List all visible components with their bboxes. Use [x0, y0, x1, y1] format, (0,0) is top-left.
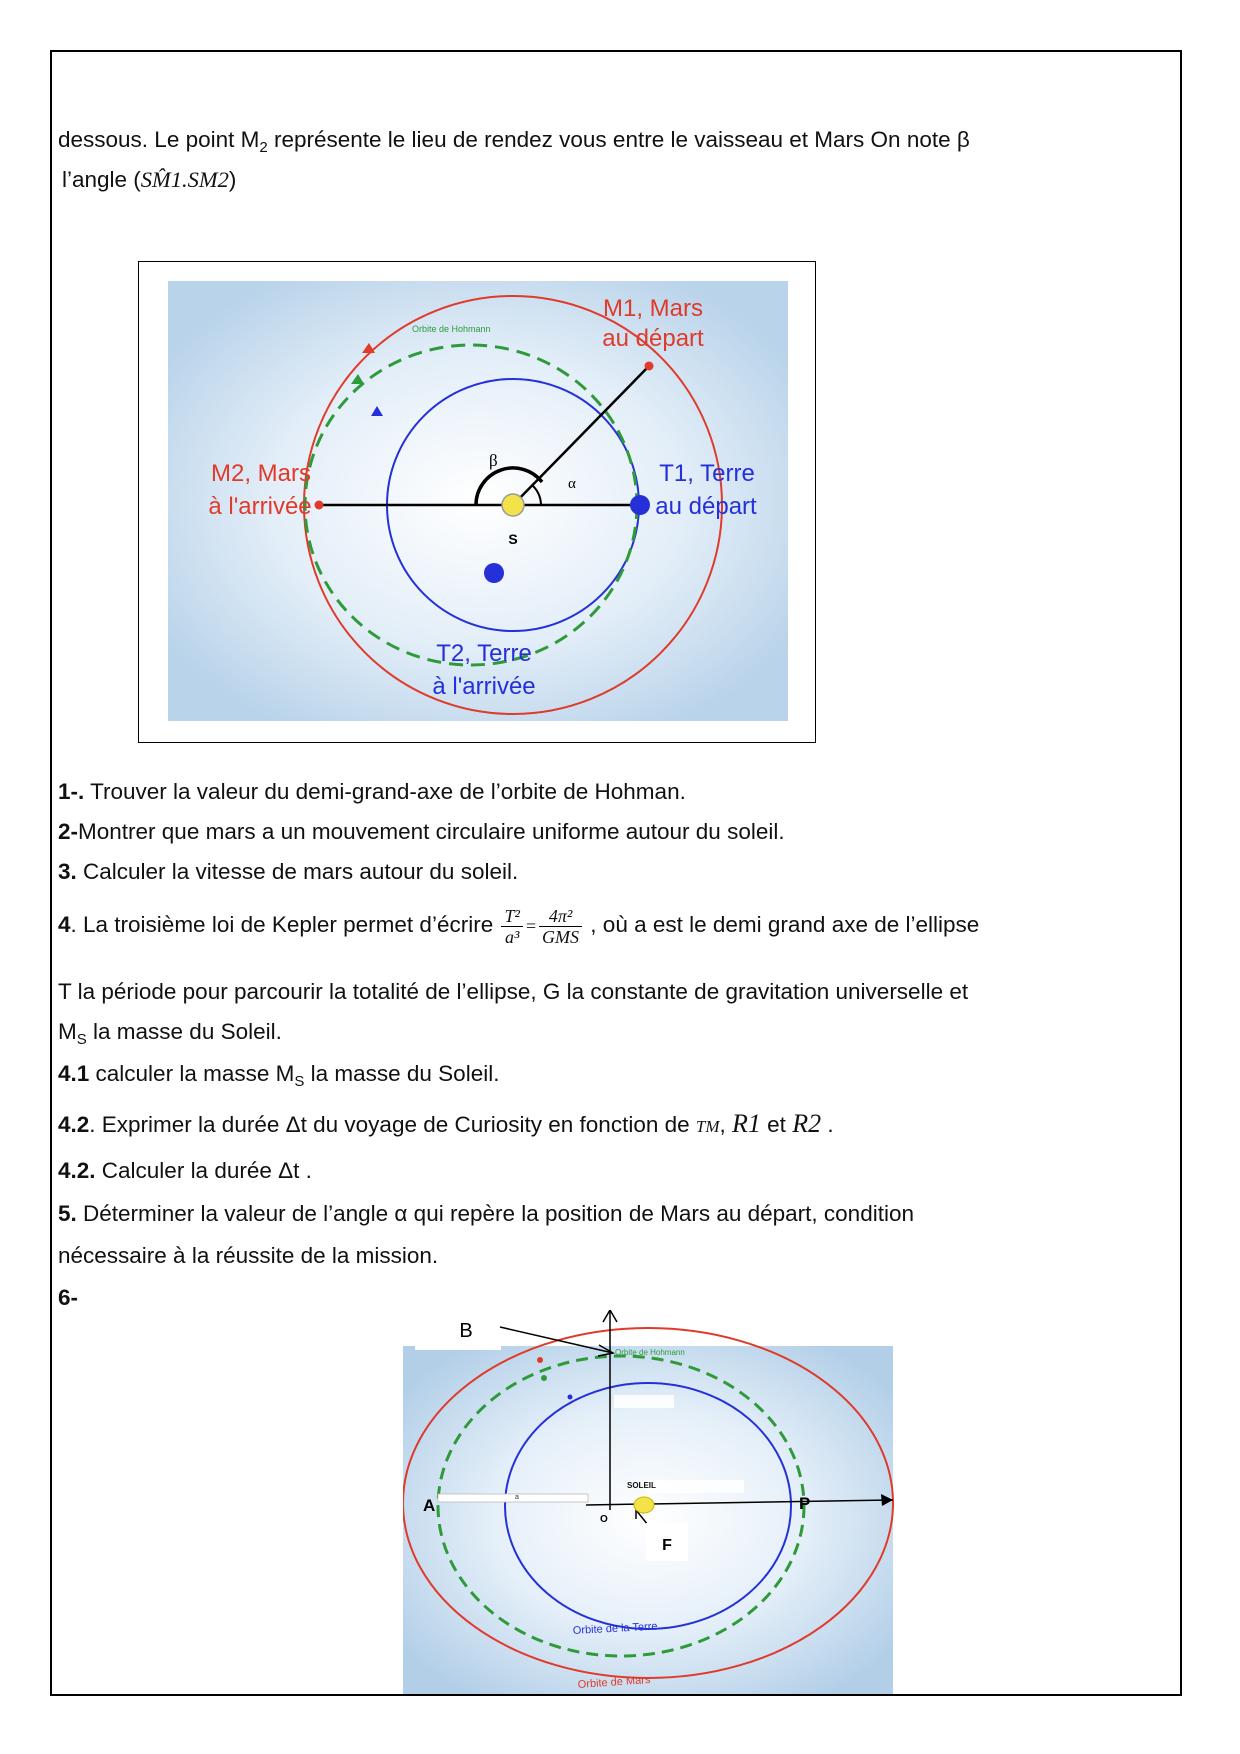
- svg-text:au départ: au départ: [655, 493, 757, 520]
- question-4-2: 4.2. Exprimer la durée Δt du voyage de Curiosity en fonction de TM, R1 et R2 .: [58, 1109, 834, 1138]
- svg-text:M2, Mars: M2, Mars: [210, 460, 312, 487]
- question-4-line-3: $M_S$ la masse du Soleil.: [58, 1019, 282, 1048]
- svg-text:Orbite de la Terre: Orbite de la Terre: [572, 1620, 658, 1637]
- question-5: 5. Déterminer la valeur de l’angle α qui repère la position de Mars au départ, condition: [58, 1201, 914, 1226]
- m1-point: [645, 362, 654, 371]
- svg-text:SOLEIL: SOLEIL: [627, 1481, 656, 1490]
- sun-icon: [502, 494, 524, 516]
- svg-text:A: A: [423, 1496, 436, 1515]
- figure-hohmann-transfer: [138, 261, 816, 743]
- question-4-3: 4.2. Calculer la durée Δt .: [58, 1158, 312, 1183]
- question-4-line-2: T la période pour parcourir la totalité de l’ellipse, G la constante de gravitation universelle et: [58, 979, 969, 1004]
- svg-text:T1, Terre: T1, Terre: [659, 460, 755, 487]
- svg-text:α: α: [568, 476, 576, 492]
- angle-expression: SM̂1.SM2: [140, 167, 229, 192]
- svg-text:au départ: au départ: [602, 325, 704, 352]
- svg-text:F: F: [662, 1537, 672, 1554]
- question-6: 6-: [58, 1285, 79, 1310]
- t2-point: [484, 563, 504, 583]
- svg-text:Orbite de Hohmann: Orbite de Hohmann: [615, 1348, 685, 1357]
- question-4: 4. La troisième loi de Kepler permet d’écrire $\frac{\text{T²}}{\text{a³}}$ = $\frac{\text{4π²}}{\text{GMS}}$ , où a est le demi grand axe de l’ellipse: [58, 905, 980, 947]
- question-1: 1-. Trouver la valeur du demi-grand-axe de l’orbite de Hohman.: [58, 779, 686, 804]
- svg-text:P: P: [799, 1494, 811, 1513]
- svg-text:S: S: [508, 531, 518, 547]
- svg-text:a: a: [515, 1494, 519, 1501]
- svg-text:B: B: [459, 1320, 473, 1342]
- svg-text:M1, Mars: M1, Mars: [602, 295, 704, 322]
- figure-ellipse-orbits: [403, 1310, 903, 1694]
- svg-text:O: O: [600, 1514, 608, 1525]
- sun-icon-2: [634, 1497, 654, 1513]
- question-5-line-2: nécessaire à la réussite de la mission.: [58, 1243, 439, 1268]
- question-2: 2-Montrer que mars a un mouvement circulaire uniforme autour du soleil.: [58, 819, 785, 844]
- kepler-fraction-left: $\frac{\text{T²}}{\text{a³}}$: [501, 906, 522, 947]
- intro-line-1: dessous. Le point $M_2$ représente le lieu de rendez vous entre le vaisseau et Mars On note β: [58, 127, 970, 156]
- svg-text:β: β: [489, 451, 498, 470]
- intro-line-2: l’angle (SM̂1.SM2): [62, 167, 237, 192]
- kepler-fraction-right: $\frac{\text{4π²}}{\text{GMS}}$: [539, 906, 582, 947]
- svg-text:Orbite de Hohmann: Orbite de Hohmann: [412, 324, 491, 334]
- svg-text:T2, Terre: T2, Terre: [436, 640, 532, 667]
- question-4-1: 4.1 calculer la masse $M_S$ la masse du Soleil.: [58, 1061, 500, 1090]
- t1-point: [630, 495, 650, 515]
- svg-text:à l'arrivée: à l'arrivée: [432, 673, 536, 700]
- svg-text:Orbite de Mars: Orbite de Mars: [577, 1673, 651, 1691]
- m2-point: [315, 501, 324, 510]
- svg-text:à l'arrivée: à l'arrivée: [208, 493, 312, 520]
- question-3: 3. Calculer la vitesse de mars autour du soleil.: [58, 859, 519, 884]
